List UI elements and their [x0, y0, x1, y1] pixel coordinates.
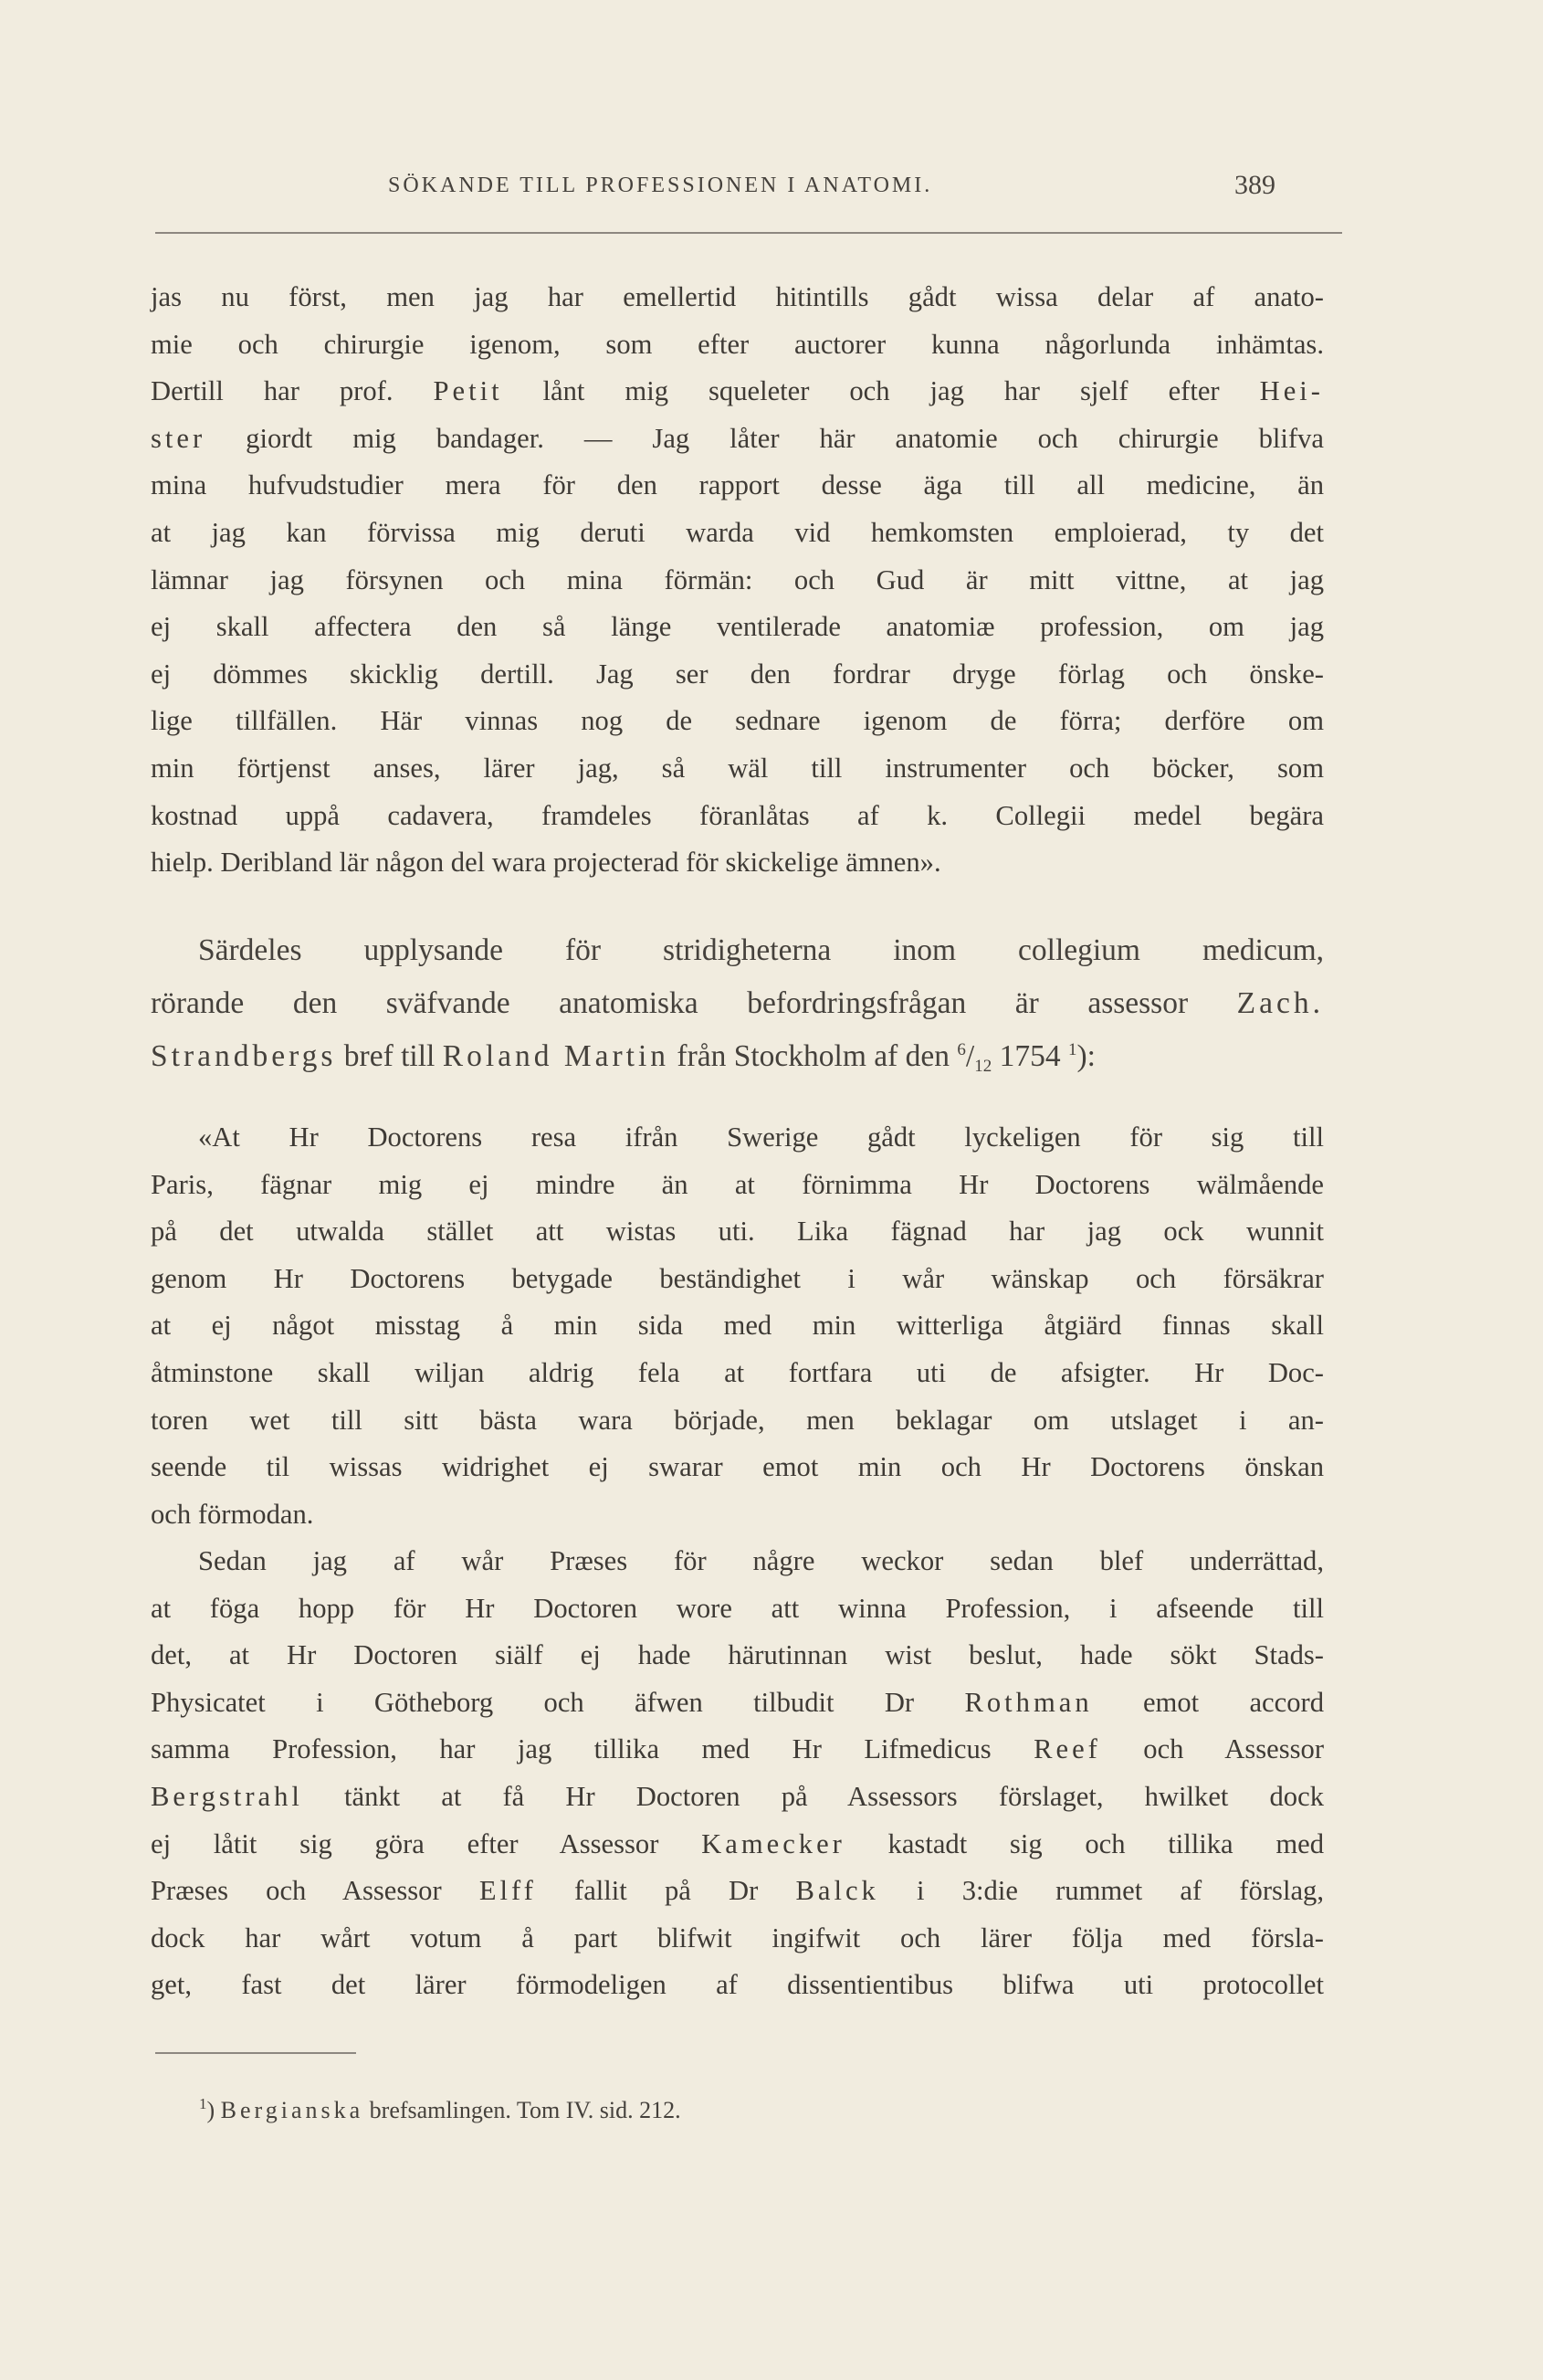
text-line: samma Profession, har jag tillika med Hr Lifmedicus Reef och Assessor	[151, 1733, 1325, 1765]
footnote-source-name: Bergianska	[220, 2097, 364, 2123]
text-line: «At Hr Doctorens resa ifrån Swerige gådt lyckeligen för sig till	[198, 1122, 1324, 1153]
text-line: at jag kan förvissa mig deruti warda vid hemkomsten emploierad, ty det	[151, 516, 1324, 548]
text-line: lämnar jag försynen och mina förmän: och Gud är mitt vittne, at jag	[151, 563, 1324, 595]
text-line: get, fast det lärer förmodeligen af dissentientibus blifwa uti protocollet	[151, 1969, 1324, 2001]
text-line: genom Hr Doctorens betygade beständighet i wår wänskap och försäkrar	[151, 1262, 1324, 1294]
name-heister: Hei-	[1259, 375, 1324, 407]
text-line: Särdeles upplysande för stridigheterna inom collegium medicum,	[198, 933, 1324, 967]
text-line: Præses och Assessor Elff fallit på Dr Balck i 3:die rummet af förslag,	[151, 1875, 1324, 1907]
name-rothman: Rothman	[964, 1686, 1093, 1718]
name-strandbergs: Strandbergs	[151, 1039, 337, 1073]
letter-paragraph-1	[151, 1114, 1324, 1538]
header-rule	[155, 232, 1342, 234]
text-line: Sedan jag af wår Præses för någre weckor sedan blef underrättad,	[198, 1545, 1324, 1576]
text-line: rörande den sväfvande anatomiska befordringsfrågan är assessor Zach.	[151, 986, 1324, 1020]
text-line: ej dömmes skicklig dertill. Jag ser den fordrar dryge förlag och önske-	[151, 658, 1324, 690]
text-line: ej skall affectera den så länge ventilerade anatomiæ profession, om jag	[151, 611, 1324, 643]
text-line: och förmodan.	[151, 1498, 314, 1530]
name-zach: Zach.	[1236, 986, 1324, 1020]
name-bergstrahl: Bergstrahl	[151, 1780, 303, 1812]
name-reef: Reef	[1034, 1733, 1101, 1765]
text-line: jas nu först, men jag har emellertid hitintills gådt wissa delar af anato-	[151, 281, 1324, 312]
text-line: hielp. Deribland lär någon del wara projecterad för skickelige ämnen».	[151, 847, 941, 879]
text-line: ej låtit sig göra efter Assessor Kamecker kastadt sig och tillika med	[151, 1827, 1324, 1859]
text-line: at föga hopp för Hr Doctoren wore att winna Profession, i afseende till	[151, 1592, 1324, 1624]
running-head	[0, 170, 1543, 210]
running-title: SÖKANDE TILL PROFESSIONEN I ANATOMI.	[388, 174, 933, 197]
name-roland-martin: Roland Martin	[442, 1039, 670, 1073]
page-number: 389	[1234, 170, 1275, 200]
text-line: kostnad uppå cadavera, framdeles föranlåtas af k. Collegii medel begära	[151, 799, 1324, 831]
text-line: seende til wissas widrighet ej swarar emot min och Hr Doctorens önskan	[151, 1451, 1324, 1483]
footnote-rule	[155, 2052, 356, 2054]
text-line: dock har wårt votum å part blifwit ingifwit och lärer följa med försla-	[151, 1922, 1324, 1953]
text-line: mina hufvudstudier mera för den rapport desse äga till all medicine, än	[151, 469, 1324, 501]
paragraph-continuation	[151, 274, 1324, 887]
text-line: lige tillfällen. Här vinnas nog de sednare igenom de förra; derföre om	[151, 705, 1324, 737]
text-line: Bergstrahl tänkt at få Hr Doctoren på Assessors förslaget, hwilket dock	[151, 1780, 1324, 1812]
text-line: mie och chirurgie igenom, som efter auctorer kunna någorlunda inhämtas.	[151, 328, 1324, 360]
footnote: $^1$) Bergianska brefsamlingen. Tom IV. sid. 212.	[199, 2095, 681, 2123]
text-line: ster giordt mig bandager. — Jag låter här anatomie och chirurgie blifva	[151, 422, 1324, 454]
footnote-marker: 1	[199, 2095, 207, 2112]
text-line: åtminstone skall wiljan aldrig fela at fortfara uti de afsigter. Hr Doc-	[151, 1356, 1324, 1388]
name-elff: Elff	[478, 1875, 537, 1907]
footnote-ref: 1	[1067, 1040, 1077, 1059]
text-line: Strandbergs bref till Roland Martin från Stockholm af den $^6/_{12}$ 1754 $^1$):	[151, 1039, 1096, 1076]
name-petit: Petit	[433, 375, 503, 407]
text-line: toren wet till sitt bästa wara började, men beklagar om utslaget i an-	[151, 1404, 1324, 1436]
footnote-source-detail: brefsamlingen. Tom IV. sid. 212.	[363, 2097, 681, 2123]
text-line: det, at Hr Doctoren siälf ej hade härutinnan wist beslut, hade sökt Stads-	[151, 1639, 1324, 1671]
text-line: Dertill har prof. Petit lånt mig squeleter och jag har sjelf efter Hei-	[151, 375, 1324, 407]
text-line: Physicatet i Götheborg och äfwen tilbudit Dr Rothman emot accord	[151, 1686, 1324, 1718]
text-line: at ej något misstag å min sida med min witterliga åtgiärd finnas skall	[151, 1310, 1324, 1342]
intro-paragraph	[151, 924, 1324, 1083]
letter-paragraph-2	[151, 1538, 1324, 2009]
name-balck: Balck	[795, 1875, 879, 1907]
text-line: min förtjenst anses, lärer jag, så wäl till instrumenter och böcker, som	[151, 752, 1324, 784]
text-line: Paris, fägnar mig ej mindre än at förnimma Hr Doctorens wälmående	[151, 1168, 1324, 1200]
name-kamecker: Kamecker	[701, 1827, 845, 1859]
text-line: på det utwalda stället att wistas uti. Lika fägnad har jag ock wunnit	[151, 1216, 1324, 1248]
